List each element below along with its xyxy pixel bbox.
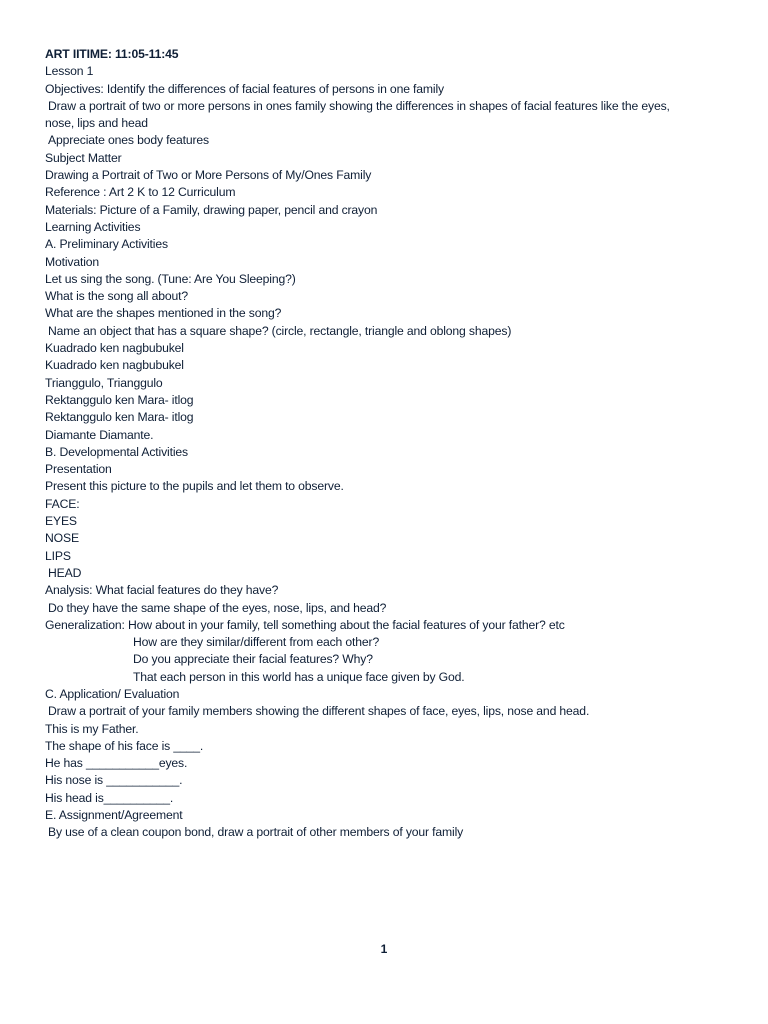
text-line: FACE: — [45, 496, 80, 511]
text-line: Rektanggulo ken Mara- itlog — [45, 392, 194, 407]
text-line: The shape of his face is ____. — [45, 738, 204, 753]
text-line: LIPS — [45, 548, 71, 563]
text-line: NOSE — [45, 531, 79, 546]
text-line: Generalization: How about in your family, tell something about the facial features of your father? etc — [45, 617, 565, 632]
text-line: Drawing a Portrait of Two or More Persons of My/Ones Family — [45, 168, 372, 183]
text-line: Let us sing the song. (Tune: Are You Sleeping?) — [45, 271, 296, 286]
text-line: Reference : Art 2 K to 12 Curriculum — [45, 185, 236, 200]
text-line: Appreciate ones body features — [48, 133, 209, 148]
text-line: Objectives: Identify the differences of facial features of persons in one family — [45, 81, 444, 96]
text-line: Do you appreciate their facial features? Why? — [133, 652, 373, 667]
text-line: He has ___________eyes. — [45, 756, 188, 771]
text-line: Trianggulo, Trianggulo — [45, 375, 163, 390]
text-line: What are the shapes mentioned in the song? — [45, 306, 282, 321]
text-line: E. Assignment/Agreement — [45, 808, 183, 823]
text-line: What is the song all about? — [45, 289, 188, 304]
text-line: Subject Matter — [45, 150, 122, 165]
text-line: By use of a clean coupon bond, draw a portrait of other members of your family — [48, 825, 464, 840]
text-line: EYES — [45, 514, 77, 529]
document-body — [45, 46, 745, 842]
text-line: Kuadrado ken nagbubukel — [45, 341, 184, 356]
text-line: Lesson 1 — [45, 64, 94, 79]
text-line: nose, lips and head — [45, 116, 148, 131]
page-number: 1 — [380, 942, 388, 956]
text-line: A. Preliminary Activities — [45, 237, 168, 252]
text-line: His head is__________. — [45, 790, 174, 805]
text-line: Analysis: What facial features do they have? — [45, 583, 279, 598]
text-line: Kuadrado ken nagbubukel — [45, 358, 184, 373]
text-line: That each person in this world has a unique face given by God. — [133, 669, 465, 684]
text-line: His nose is ___________. — [45, 773, 183, 788]
text-line: ART IITIME: 11:05-11:45 — [45, 47, 179, 61]
text-line: Diamante Diamante. — [45, 427, 154, 442]
text-line: Materials: Picture of a Family, drawing paper, pencil and crayon — [45, 202, 378, 217]
text-line: Presentation — [45, 462, 112, 477]
text-line: Name an object that has a square shape? (circle, rectangle, triangle and oblong shapes) — [48, 323, 512, 338]
text-line: HEAD — [48, 565, 82, 580]
text-line: Draw a portrait of two or more persons in ones family showing the differences in shapes of facial features like the eyes, — [48, 98, 670, 113]
text-line: Draw a portrait of your family members showing the different shapes of face, eyes, lips, nose and head. — [48, 704, 590, 719]
text-line: C. Application/ Evaluation — [45, 686, 180, 701]
text-line: Present this picture to the pupils and let them to observe. — [45, 479, 344, 494]
text-line: B. Developmental Activities — [45, 444, 188, 459]
text-line: How are they similar/different from each other? — [133, 635, 380, 650]
text-line: Rektanggulo ken Mara- itlog — [45, 410, 194, 425]
text-line: Motivation — [45, 254, 100, 269]
text-line: Do they have the same shape of the eyes, nose, lips, and head? — [48, 600, 387, 615]
text-line: This is my Father. — [45, 721, 139, 736]
text-line: Learning Activities — [45, 219, 141, 234]
